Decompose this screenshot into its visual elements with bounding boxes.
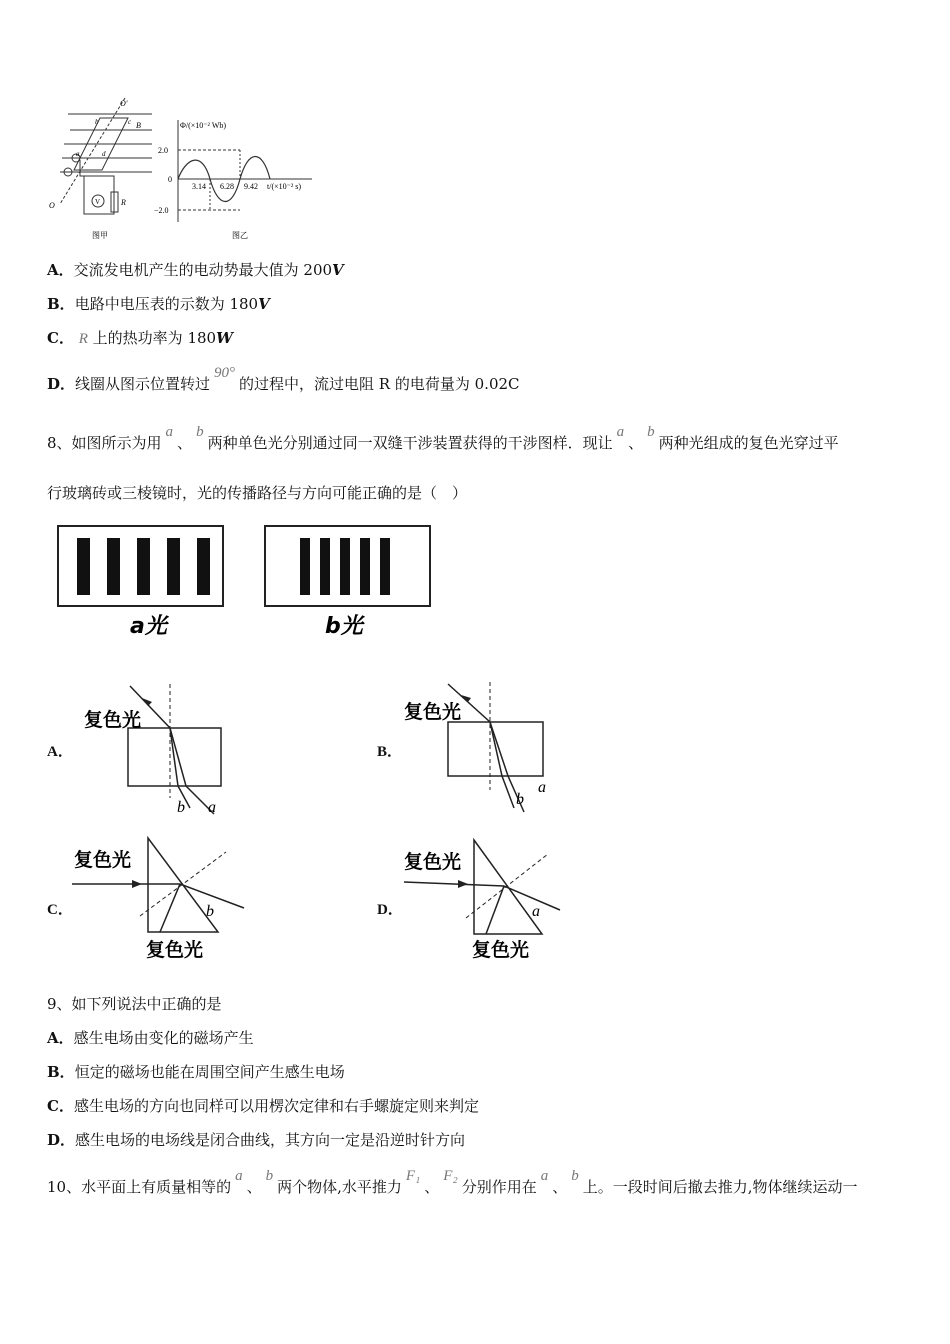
q7-option-d: D．线圈从图示位置转过90°的过程中，流过电阻 R 的电荷量为 0.02C [47, 365, 520, 393]
label-c: c [128, 118, 132, 126]
q8-option-d-label: D． [377, 902, 403, 918]
label-b: b [95, 118, 99, 126]
pattern-b-label: b光 [325, 614, 363, 639]
compound-light-label: 复色光 [404, 701, 462, 723]
y-tick-zero: 0 [168, 175, 172, 184]
label-a: a [76, 150, 80, 158]
q8-stem-line1: 8、如图所示为用a、b两种单色光分别通过同一双缝干涉装置获得的干涉图样．现让a、b两种光组成的复色光穿过平 [47, 424, 839, 452]
label-o: O [49, 201, 55, 210]
interference-patterns [55, 522, 445, 642]
q9-option-a: A．感生电场由变化的磁场产生 [47, 1029, 254, 1047]
pattern-a-label: a光 [130, 614, 167, 639]
q7-option-a: A．交流发电机产生的电动势最大值为 200V [47, 261, 344, 279]
x-tick-3: 9.42 [244, 182, 258, 191]
q8-option-d-diagram [400, 832, 570, 967]
label-voltmeter: V [95, 198, 101, 206]
q10-stem: 10、水平面上有质量相等的a、b两个物体,水平推力F₁、F₂分别作用在a、b上。一段时间后撤去推力,物体继续运动一 [47, 1168, 858, 1196]
q9-stem: 9、如下列说法中正确的是 [47, 995, 222, 1013]
q7-option-b: B．电路中电压表的示数为 180V [47, 295, 270, 313]
flux-graph [150, 112, 320, 247]
ray-a-label: a [208, 799, 216, 816]
caption-right: 图乙 [232, 231, 248, 240]
x-axis-label: t/(×10⁻² s) [267, 182, 302, 191]
q8-option-b-label: B． [377, 744, 403, 760]
q9-option-c: C．感生电场的方向也同样可以用楞次定律和右手螺旋定则来判定 [47, 1097, 479, 1115]
q8-option-c-label: C． [47, 902, 73, 918]
compound-light-label-top: 复色光 [404, 851, 462, 873]
y-axis-label: Φ/(×10⁻² Wb) [180, 121, 227, 130]
q8-option-b-diagram [398, 680, 558, 820]
x-tick-2: 6.28 [220, 182, 234, 191]
q8-stem-line2: 行玻璃砖或三棱镜时，光的传播路径与方向可能正确的是（ ） [47, 484, 468, 502]
ray-b-label: b [177, 799, 185, 816]
ray-a-label: a [538, 779, 546, 796]
ray-a-label: a [532, 903, 540, 920]
compound-light-label: 复色光 [84, 709, 142, 731]
label-B: B [136, 121, 141, 130]
compound-light-label-bottom: 复色光 [472, 939, 530, 961]
label-resistor: R [121, 198, 126, 207]
compound-light-label-top: 复色光 [74, 849, 132, 871]
q8-option-c-diagram [70, 832, 250, 967]
caption-left: 图甲 [92, 231, 108, 240]
q8-option-a-label: A． [47, 744, 73, 760]
label-o-prime: O' [120, 99, 128, 108]
q8-option-a-diagram [78, 680, 238, 820]
x-tick-1: 3.14 [192, 182, 206, 191]
q9-option-d: D．感生电场的电场线是闭合曲线，其方向一定是沿逆时针方向 [47, 1131, 466, 1149]
y-tick-bottom: −2.0 [154, 206, 169, 215]
ray-b-label: b [206, 903, 214, 920]
ray-b-label: b [516, 791, 524, 808]
q7-option-c: C． R 上的热功率为 180W [47, 329, 233, 347]
y-tick-top: 2.0 [158, 146, 168, 155]
q9-option-b: B．恒定的磁场也能在周围空间产生感生电场 [47, 1063, 345, 1081]
compound-light-label-bottom: 复色光 [146, 939, 204, 961]
label-d: d [102, 150, 106, 158]
